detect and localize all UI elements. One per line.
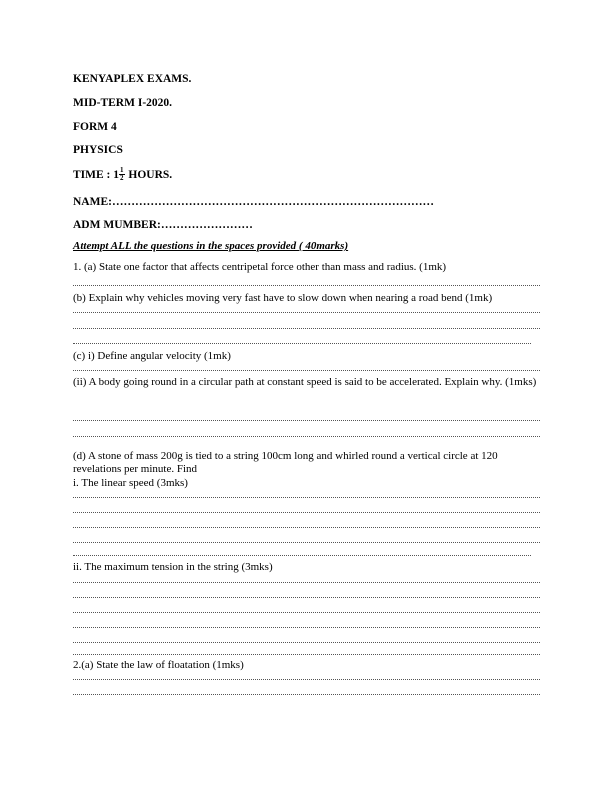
time-fraction-denominator: 2 (120, 174, 124, 182)
answer-line (73, 694, 540, 695)
answer-line (73, 654, 540, 655)
adm-number-field-line: ADM MUMBER:…………………… (73, 219, 253, 231)
question-2a: 2.(a) State the law of floatation (1mks) (73, 659, 244, 671)
answer-line (73, 597, 540, 598)
exam-org: KENYAPLEX EXAMS. (73, 73, 192, 85)
answer-line (73, 542, 540, 543)
name-field-line: NAME:………………………………………………………………………… (73, 196, 434, 208)
question-1c-ii: (ii) A body going round in a circular path at constant speed is said to be accelerated. Explain why. (1mks) (73, 376, 537, 388)
answer-line (73, 527, 540, 528)
answer-line (73, 512, 540, 513)
question-1d: (d) A stone of mass 200g is tied to a string 100cm long and whirled round a vertical circle at 120 revelations per minute. Find (73, 450, 498, 475)
answer-line (73, 420, 540, 421)
time-fraction-numerator: 1 (120, 166, 124, 174)
time-fraction (119, 167, 125, 182)
answer-line (73, 612, 540, 613)
answer-line (73, 312, 540, 313)
answer-line (73, 627, 540, 628)
time-suffix: HOURS. (125, 169, 173, 182)
question-1c-i: (c) i) Define angular velocity (1mk) (73, 350, 231, 362)
question-1d-i: i. The linear speed (3mks) (73, 477, 188, 489)
answer-line (73, 285, 540, 286)
exam-time (73, 168, 172, 183)
answer-line (73, 642, 540, 643)
answer-line (73, 370, 540, 371)
exam-form: FORM 4 (73, 121, 117, 133)
answer-line (73, 679, 540, 680)
question-1a: 1. (a) State one factor that affects centripetal force other than mass and radius. (1mk) (73, 261, 447, 273)
exam-instructions: Attempt ALL the questions in the spaces provided ( 40marks) (73, 240, 349, 252)
answer-line (73, 497, 540, 498)
exam-term: MID-TERM I-2020. (73, 97, 173, 109)
answer-line (73, 343, 531, 344)
question-1b: (b) Explain why vehicles moving very fast have to slow down when nearing a road bend (1mk) (73, 292, 493, 304)
answer-line (73, 328, 540, 329)
answer-line (73, 436, 540, 437)
time-prefix: TIME : 1 (73, 169, 119, 182)
question-1d-ii: ii. The maximum tension in the string (3mks) (73, 561, 273, 573)
exam-subject: PHYSICS (73, 144, 123, 156)
answer-line (73, 555, 531, 556)
answer-line (73, 582, 540, 583)
